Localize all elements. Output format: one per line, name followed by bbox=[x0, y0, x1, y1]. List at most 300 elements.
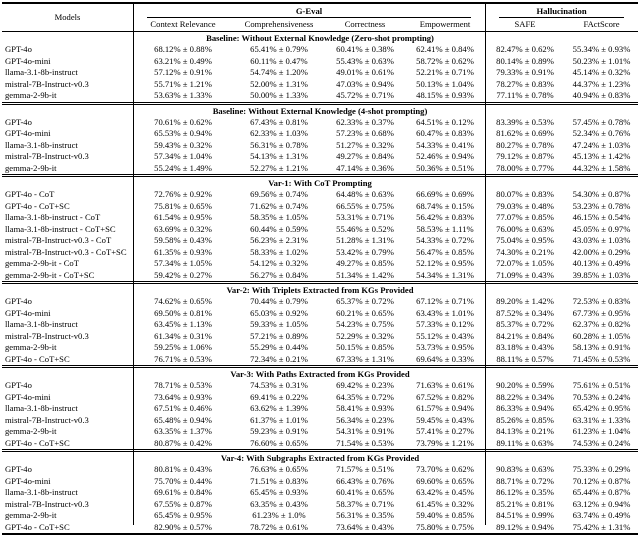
value-cell: 45.14% ± 0.32% bbox=[572, 67, 631, 77]
value-cell: 76.71% ± 0.53% bbox=[154, 353, 212, 364]
model-name-cell: llama-3.1-8b-instruct bbox=[5, 67, 78, 77]
value-cell: 71.57% ± 0.51% bbox=[336, 464, 394, 474]
value-cell: 57.34% ± 1.04% bbox=[154, 151, 212, 161]
table-header bbox=[2, 3, 638, 32]
value-cell: 40.13% ± 0.49% bbox=[572, 258, 631, 268]
table-row bbox=[2, 510, 638, 522]
value-cell: 52.00% ± 1.31% bbox=[250, 78, 308, 89]
table-row bbox=[2, 79, 638, 91]
value-cell: 59.40% ± 0.85% bbox=[416, 510, 474, 520]
value-cell: 55.46% ± 0.52% bbox=[336, 223, 394, 234]
value-cell: 65.48% ± 0.94% bbox=[154, 414, 212, 425]
model-name-cell: GPT-4o bbox=[5, 464, 32, 474]
value-cell: 54.12% ± 0.32% bbox=[250, 258, 308, 268]
value-cell: 51.34% ± 1.42% bbox=[336, 269, 394, 280]
model-name-cell: mistral-7B-Instruct-v0.3 bbox=[5, 414, 89, 425]
value-cell: 71.54% ± 0.53% bbox=[336, 437, 394, 448]
value-cell: 52.34% ± 0.76% bbox=[572, 128, 631, 138]
value-cell: 58.33% ± 1.02% bbox=[250, 246, 308, 257]
value-cell: 57.33% ± 0.12% bbox=[416, 319, 474, 329]
table-row bbox=[2, 128, 638, 140]
value-cell: 70.53% ± 0.24% bbox=[572, 391, 631, 402]
value-cell: 61.35% ± 0.93% bbox=[154, 246, 212, 257]
value-cell: 69.41% ± 0.22% bbox=[250, 391, 308, 402]
value-cell: 60.47% ± 0.83% bbox=[416, 128, 474, 138]
value-cell: 88.71% ± 0.72% bbox=[496, 475, 554, 486]
value-cell: 63.12% ± 0.94% bbox=[572, 498, 631, 509]
model-name-cell: mistral-7B-Instruct-v0.3 - CoT bbox=[5, 235, 112, 245]
model-name-cell: GPT-4o bbox=[5, 44, 32, 54]
value-cell: 78.00% ± 0.77% bbox=[496, 162, 554, 173]
value-cell: 76.63% ± 0.65% bbox=[250, 464, 308, 474]
value-cell: 55.24% ± 1.49% bbox=[154, 162, 212, 173]
value-cell: 63.74% ± 0.49% bbox=[572, 510, 631, 520]
value-cell: 74.53% ± 0.31% bbox=[250, 380, 308, 390]
value-cell: 78.27% ± 0.83% bbox=[496, 78, 554, 89]
model-name-cell: llama-3.1-8b-instruct - CoT+SC bbox=[5, 223, 116, 234]
value-cell: 55.29% ± 0.44% bbox=[250, 342, 308, 352]
value-cell: 84.13% ± 0.21% bbox=[496, 426, 554, 436]
results-table bbox=[2, 2, 638, 535]
model-name-cell: gemma-2-9b-it bbox=[5, 90, 57, 100]
model-name-cell: llama-3.1-8b-instruct bbox=[5, 403, 78, 413]
value-cell: 69.42% ± 0.23% bbox=[336, 380, 394, 390]
model-name-cell: mistral-7B-Instruct-v0.3 bbox=[5, 498, 89, 509]
model-name-cell: gemma-2-9b-it - CoT+SC bbox=[5, 269, 95, 280]
value-cell: 77.07% ± 0.85% bbox=[496, 212, 554, 222]
table-row bbox=[2, 415, 638, 427]
table-row bbox=[2, 331, 638, 343]
value-cell: 61.37% ± 1.01% bbox=[250, 414, 308, 425]
table-row bbox=[2, 308, 638, 320]
value-cell: 68.12% ± 0.88% bbox=[154, 44, 212, 54]
model-name-cell: GPT-4o - CoT bbox=[5, 189, 55, 199]
value-cell: 80.27% ± 0.78% bbox=[496, 139, 554, 150]
column-header-context-relevance: Context Relevance bbox=[133, 18, 233, 32]
value-cell: 84.21% ± 0.84% bbox=[496, 330, 554, 341]
value-cell: 59.45% ± 0.43% bbox=[416, 414, 474, 425]
value-cell: 74.62% ± 0.65% bbox=[154, 296, 212, 306]
model-name-cell: llama-3.1-8b-instruct bbox=[5, 319, 78, 329]
value-cell: 56.23% ± 2.31% bbox=[250, 235, 308, 245]
value-cell: 71.63% ± 0.61% bbox=[416, 380, 474, 390]
value-cell: 66.55% ± 0.75% bbox=[336, 200, 394, 211]
table-row bbox=[2, 117, 638, 129]
table-row bbox=[2, 438, 638, 451]
value-cell: 72.34% ± 0.21% bbox=[250, 353, 308, 364]
value-cell: 73.70% ± 0.62% bbox=[416, 464, 474, 474]
value-cell: 45.13% ± 1.42% bbox=[572, 151, 631, 161]
value-cell: 59.25% ± 1.06% bbox=[154, 342, 212, 352]
section-title: Var-2: With Triplets Extracted from KGs Provided bbox=[2, 283, 638, 297]
value-cell: 55.12% ± 0.43% bbox=[416, 330, 474, 341]
value-cell: 85.21% ± 0.81% bbox=[496, 498, 554, 509]
model-name-cell: GPT-4o bbox=[5, 380, 32, 390]
value-cell: 54.74% ± 1.20% bbox=[250, 67, 308, 77]
value-cell: 60.41% ± 0.65% bbox=[336, 487, 394, 497]
value-cell: 86.33% ± 0.94% bbox=[496, 403, 554, 413]
value-cell: 75.61% ± 0.51% bbox=[572, 380, 631, 390]
value-cell: 63.21% ± 0.49% bbox=[154, 55, 212, 66]
table-row bbox=[2, 476, 638, 488]
value-cell: 63.31% ± 1.33% bbox=[572, 414, 631, 425]
section-title: Var-3: With Paths Extracted from KGs Provided bbox=[2, 367, 638, 381]
value-cell: 53.63% ± 1.33% bbox=[154, 90, 212, 100]
value-cell: 60.21% ± 0.65% bbox=[336, 307, 394, 318]
column-header-correctness: Correctness bbox=[325, 18, 405, 32]
value-cell: 69.64% ± 0.33% bbox=[416, 353, 474, 364]
value-cell: 44.37% ± 1.23% bbox=[572, 78, 631, 89]
value-cell: 56.34% ± 0.23% bbox=[336, 414, 394, 425]
value-cell: 64.51% ± 0.12% bbox=[416, 116, 474, 127]
value-cell: 47.14% ± 0.36% bbox=[336, 162, 394, 173]
section-title: Baseline: Without External Knowledge (Zero-shot prompting) bbox=[206, 33, 434, 43]
value-cell: 85.26% ± 0.85% bbox=[496, 414, 554, 425]
table-row bbox=[2, 499, 638, 511]
geval-group-header: G-Eval bbox=[133, 3, 485, 18]
model-name-cell: mistral-7B-Instruct-v0.3 bbox=[5, 330, 89, 341]
value-cell: 63.43% ± 1.01% bbox=[416, 307, 474, 318]
value-cell: 58.35% ± 1.05% bbox=[250, 212, 308, 222]
value-cell: 53.31% ± 0.71% bbox=[336, 212, 394, 222]
table-row bbox=[2, 224, 638, 236]
value-cell: 88.22% ± 0.34% bbox=[496, 391, 554, 402]
column-header-safe: SAFE bbox=[485, 18, 565, 32]
value-cell: 73.79% ± 1.21% bbox=[416, 437, 474, 448]
value-cell: 49.27% ± 0.84% bbox=[336, 151, 394, 161]
model-name-cell: GPT-4o-mini bbox=[5, 55, 51, 66]
table-row bbox=[2, 403, 638, 415]
value-cell: 53.73% ± 0.95% bbox=[416, 342, 474, 352]
value-cell: 58.13% ± 0.91% bbox=[572, 342, 631, 352]
value-cell: 72.07% ± 1.05% bbox=[496, 258, 554, 268]
section-title: Var-1: With CoT Prompting bbox=[2, 176, 638, 190]
value-cell: 63.35% ± 0.43% bbox=[250, 498, 308, 509]
value-cell: 63.35% ± 1.37% bbox=[154, 426, 212, 436]
value-cell: 50.23% ± 1.01% bbox=[572, 55, 631, 66]
value-cell: 71.45% ± 0.53% bbox=[572, 353, 631, 364]
value-cell: 61.23% ± 1.04% bbox=[572, 426, 631, 436]
value-cell: 74.30% ± 0.21% bbox=[496, 246, 554, 257]
value-cell: 67.73% ± 0.95% bbox=[572, 307, 631, 318]
section-header-row bbox=[2, 103, 638, 117]
table-row bbox=[2, 487, 638, 499]
section-title: Var-4: With Subgraphs Extracted from KGs Provided bbox=[2, 451, 638, 465]
value-cell: 89.11% ± 0.63% bbox=[496, 437, 554, 448]
value-cell: 54.33% ± 0.41% bbox=[416, 139, 474, 150]
value-cell: 54.13% ± 1.31% bbox=[250, 151, 308, 161]
value-cell: 62.41% ± 0.84% bbox=[416, 44, 474, 54]
value-cell: 59.58% ± 0.43% bbox=[154, 235, 212, 245]
value-cell: 90.83% ± 0.63% bbox=[496, 464, 554, 474]
model-name-cell: GPT-4o-mini bbox=[5, 128, 51, 138]
models-column-header: Models bbox=[2, 3, 133, 32]
value-cell: 63.62% ± 1.39% bbox=[250, 403, 308, 413]
value-cell: 54.34% ± 1.31% bbox=[416, 269, 474, 280]
value-cell: 81.62% ± 0.69% bbox=[496, 128, 554, 138]
value-cell: 48.15% ± 0.93% bbox=[416, 90, 474, 100]
table-row bbox=[2, 464, 638, 476]
model-name-cell: gemma-2-9b-it - CoT bbox=[5, 258, 79, 268]
results-table-figure bbox=[0, 2, 640, 532]
model-name-cell: GPT-4o bbox=[5, 296, 32, 306]
value-cell: 54.31% ± 0.91% bbox=[336, 426, 394, 436]
table-row bbox=[2, 212, 638, 224]
value-cell: 67.43% ± 0.81% bbox=[250, 116, 308, 127]
column-divider-models bbox=[133, 4, 134, 525]
value-cell: 75.33% ± 0.29% bbox=[572, 464, 631, 474]
value-cell: 63.69% ± 0.32% bbox=[154, 223, 212, 234]
value-cell: 50.00% ± 1.33% bbox=[250, 90, 308, 100]
value-cell: 57.41% ± 0.27% bbox=[416, 426, 474, 436]
value-cell: 54.33% ± 0.72% bbox=[416, 235, 474, 245]
column-header-empowerment: Empowerment bbox=[405, 18, 485, 32]
value-cell: 60.11% ± 0.47% bbox=[250, 55, 308, 66]
model-name-cell: llama-3.1-8b-instruct bbox=[5, 487, 78, 497]
value-cell: 70.44% ± 0.79% bbox=[250, 296, 308, 306]
model-name-cell: GPT-4o - CoT+SC bbox=[5, 200, 70, 211]
value-cell: 40.94% ± 0.83% bbox=[572, 90, 631, 100]
value-cell: 75.81% ± 0.65% bbox=[154, 200, 212, 211]
model-name-cell: GPT-4o - CoT+SC bbox=[5, 521, 70, 532]
value-cell: 61.23% ± 1.0% bbox=[252, 510, 306, 520]
value-cell: 61.54% ± 0.95% bbox=[154, 212, 212, 222]
table-row bbox=[2, 319, 638, 331]
value-cell: 67.12% ± 0.71% bbox=[416, 296, 474, 306]
value-cell: 67.52% ± 0.82% bbox=[416, 391, 474, 402]
value-cell: 71.62% ± 0.74% bbox=[250, 200, 308, 211]
table-row bbox=[2, 354, 638, 367]
value-cell: 56.42% ± 0.83% bbox=[416, 212, 474, 222]
value-cell: 59.42% ± 0.27% bbox=[154, 269, 212, 280]
value-cell: 66.69% ± 0.69% bbox=[416, 189, 474, 199]
value-cell: 53.23% ± 0.78% bbox=[572, 200, 631, 211]
value-cell: 39.85% ± 1.03% bbox=[572, 269, 631, 280]
column-header-comprehensiveness: Comprehensiveness bbox=[233, 18, 325, 32]
section-header-row bbox=[2, 367, 638, 381]
table-row bbox=[2, 342, 638, 354]
value-cell: 54.30% ± 0.87% bbox=[572, 189, 631, 199]
table-row bbox=[2, 67, 638, 79]
value-cell: 58.41% ± 0.93% bbox=[336, 403, 394, 413]
value-cell: 80.81% ± 0.43% bbox=[154, 464, 212, 474]
value-cell: 62.33% ± 1.03% bbox=[250, 128, 308, 138]
value-cell: 57.23% ± 0.68% bbox=[336, 128, 394, 138]
value-cell: 67.33% ± 1.31% bbox=[336, 353, 394, 364]
table-row bbox=[2, 235, 638, 247]
model-name-cell: GPT-4o - CoT+SC bbox=[5, 437, 70, 448]
value-cell: 53.42% ± 0.79% bbox=[336, 246, 394, 257]
table-row bbox=[2, 522, 638, 535]
value-cell: 57.34% ± 1.05% bbox=[154, 258, 212, 268]
model-name-cell: gemma-2-9b-it bbox=[5, 426, 57, 436]
value-cell: 50.15% ± 0.85% bbox=[336, 342, 394, 352]
value-cell: 59.23% ± 0.91% bbox=[250, 426, 308, 436]
value-cell: 69.61% ± 0.84% bbox=[154, 487, 212, 497]
value-cell: 65.03% ± 0.92% bbox=[250, 307, 308, 318]
value-cell: 56.27% ± 0.84% bbox=[250, 269, 308, 280]
value-cell: 75.70% ± 0.44% bbox=[154, 475, 212, 486]
value-cell: 57.21% ± 0.89% bbox=[250, 330, 308, 341]
value-cell: 50.13% ± 1.04% bbox=[416, 78, 474, 89]
value-cell: 67.55% ± 0.87% bbox=[154, 498, 212, 509]
section-header-row bbox=[2, 176, 638, 190]
value-cell: 65.41% ± 0.79% bbox=[250, 44, 308, 54]
value-cell: 79.33% ± 0.91% bbox=[496, 67, 554, 77]
value-cell: 61.57% ± 0.94% bbox=[416, 403, 474, 413]
value-cell: 63.42% ± 0.45% bbox=[416, 487, 474, 497]
value-cell: 60.28% ± 1.05% bbox=[572, 330, 631, 341]
value-cell: 73.64% ± 0.93% bbox=[154, 391, 212, 402]
value-cell: 80.07% ± 0.83% bbox=[496, 189, 554, 199]
value-cell: 69.50% ± 0.81% bbox=[154, 307, 212, 318]
hallucination-group-header: Hallucination bbox=[485, 3, 638, 18]
value-cell: 82.47% ± 0.62% bbox=[496, 44, 554, 54]
value-cell: 86.12% ± 0.35% bbox=[496, 487, 554, 497]
value-cell: 43.03% ± 1.03% bbox=[572, 235, 631, 245]
model-name-cell: GPT-4o - CoT+SC bbox=[5, 353, 70, 364]
value-cell: 75.42% ± 1.31% bbox=[572, 521, 631, 532]
value-cell: 55.43% ± 0.63% bbox=[336, 55, 394, 66]
value-cell: 71.09% ± 0.43% bbox=[496, 269, 554, 280]
model-name-cell: gemma-2-9b-it bbox=[5, 342, 57, 352]
table-body bbox=[2, 32, 638, 535]
table-row bbox=[2, 163, 638, 176]
value-cell: 80.14% ± 0.89% bbox=[496, 55, 554, 66]
value-cell: 65.37% ± 0.72% bbox=[336, 296, 394, 306]
value-cell: 65.45% ± 0.95% bbox=[154, 510, 212, 520]
value-cell: 52.27% ± 1.21% bbox=[250, 162, 308, 173]
column-header-factscore: FActScore bbox=[565, 18, 638, 32]
value-cell: 59.33% ± 1.05% bbox=[250, 319, 308, 329]
group-header-row bbox=[2, 3, 638, 18]
value-cell: 78.71% ± 0.53% bbox=[154, 380, 212, 390]
value-cell: 56.31% ± 0.78% bbox=[250, 139, 308, 150]
value-cell: 65.44% ± 0.87% bbox=[572, 487, 631, 497]
value-cell: 55.34% ± 0.93% bbox=[572, 44, 631, 54]
section-header-row bbox=[2, 283, 638, 297]
model-name-cell: gemma-2-9b-it bbox=[5, 510, 57, 520]
value-cell: 42.00% ± 0.29% bbox=[572, 246, 631, 257]
value-cell: 51.27% ± 0.32% bbox=[336, 139, 394, 150]
value-cell: 61.45% ± 0.32% bbox=[416, 498, 474, 509]
table-row bbox=[2, 189, 638, 201]
value-cell: 55.71% ± 1.21% bbox=[154, 78, 212, 89]
value-cell: 89.20% ± 1.42% bbox=[496, 296, 554, 306]
value-cell: 79.12% ± 0.87% bbox=[496, 151, 554, 161]
table-row bbox=[2, 44, 638, 56]
value-cell: 50.36% ± 0.51% bbox=[416, 162, 474, 173]
value-cell: 67.51% ± 0.46% bbox=[154, 403, 212, 413]
value-cell: 57.45% ± 0.78% bbox=[572, 116, 631, 127]
value-cell: 47.03% ± 0.94% bbox=[336, 78, 394, 89]
value-cell: 75.04% ± 0.95% bbox=[496, 235, 554, 245]
value-cell: 66.43% ± 0.76% bbox=[336, 475, 394, 486]
value-cell: 71.51% ± 0.83% bbox=[250, 475, 308, 486]
value-cell: 52.46% ± 0.94% bbox=[416, 151, 474, 161]
value-cell: 77.11% ± 0.78% bbox=[496, 90, 554, 100]
value-cell: 52.29% ± 0.32% bbox=[336, 330, 394, 341]
value-cell: 57.12% ± 0.91% bbox=[154, 67, 212, 77]
table-row bbox=[2, 296, 638, 308]
value-cell: 65.53% ± 0.94% bbox=[154, 128, 212, 138]
value-cell: 63.45% ± 1.13% bbox=[154, 319, 212, 329]
model-name-cell: mistral-7B-Instruct-v0.3 bbox=[5, 151, 89, 161]
value-cell: 74.53% ± 0.24% bbox=[572, 437, 631, 448]
value-cell: 49.01% ± 0.61% bbox=[336, 67, 394, 77]
model-name-cell: GPT-4o-mini bbox=[5, 307, 51, 318]
value-cell: 79.03% ± 0.48% bbox=[496, 200, 554, 211]
model-name-cell: GPT-4o-mini bbox=[5, 391, 51, 402]
value-cell: 44.32% ± 1.58% bbox=[572, 162, 631, 173]
value-cell: 45.72% ± 0.71% bbox=[336, 90, 394, 100]
table-row bbox=[2, 151, 638, 163]
value-cell: 75.80% ± 0.75% bbox=[416, 521, 474, 532]
value-cell: 88.11% ± 0.57% bbox=[496, 353, 554, 364]
value-cell: 70.61% ± 0.62% bbox=[154, 116, 212, 127]
value-cell: 84.51% ± 0.99% bbox=[496, 510, 554, 520]
value-cell: 51.28% ± 1.31% bbox=[336, 235, 394, 245]
value-cell: 73.64% ± 0.43% bbox=[336, 521, 394, 532]
value-cell: 52.21% ± 0.71% bbox=[416, 67, 474, 77]
value-cell: 72.76% ± 0.92% bbox=[154, 189, 212, 199]
value-cell: 52.12% ± 0.95% bbox=[416, 258, 474, 268]
value-cell: 59.43% ± 0.32% bbox=[154, 139, 212, 150]
value-cell: 76.60% ± 0.65% bbox=[250, 437, 308, 448]
section-title: Baseline: Without External Knowledge (4-shot prompting) bbox=[2, 103, 638, 117]
column-divider-hallucination bbox=[485, 4, 486, 525]
table-row bbox=[2, 270, 638, 283]
value-cell: 64.35% ± 0.72% bbox=[336, 391, 394, 402]
table-row bbox=[2, 392, 638, 404]
table-row bbox=[2, 247, 638, 259]
table-row bbox=[2, 90, 638, 103]
table-row bbox=[2, 426, 638, 438]
value-cell: 60.44% ± 0.59% bbox=[250, 223, 308, 234]
value-cell: 47.24% ± 1.03% bbox=[572, 139, 631, 150]
table-row bbox=[2, 140, 638, 152]
value-cell: 83.39% ± 0.53% bbox=[496, 116, 554, 127]
value-cell: 58.72% ± 0.62% bbox=[416, 55, 474, 66]
value-cell: 76.00% ± 0.63% bbox=[496, 223, 554, 234]
table-row bbox=[2, 201, 638, 213]
value-cell: 72.53% ± 0.83% bbox=[572, 296, 631, 306]
value-cell: 49.27% ± 0.85% bbox=[336, 258, 394, 268]
value-cell: 87.52% ± 0.34% bbox=[496, 307, 554, 318]
model-name-cell: llama-3.1-8b-instruct - CoT bbox=[5, 212, 101, 222]
value-cell: 56.47% ± 0.85% bbox=[416, 246, 474, 257]
model-name-cell: mistral-7B-Instruct-v0.3 bbox=[5, 78, 89, 89]
value-cell: 69.60% ± 0.65% bbox=[416, 475, 474, 486]
value-cell: 65.42% ± 0.95% bbox=[572, 403, 631, 413]
value-cell: 56.31% ± 0.35% bbox=[336, 510, 394, 520]
value-cell: 58.37% ± 0.71% bbox=[336, 498, 394, 509]
value-cell: 85.37% ± 0.72% bbox=[496, 319, 554, 329]
section-header-row bbox=[2, 32, 638, 45]
value-cell: 80.87% ± 0.42% bbox=[154, 437, 212, 448]
value-cell: 58.53% ± 1.11% bbox=[416, 223, 474, 234]
value-cell: 78.72% ± 0.61% bbox=[250, 521, 308, 532]
value-cell: 70.12% ± 0.87% bbox=[572, 475, 631, 486]
value-cell: 65.45% ± 0.93% bbox=[250, 487, 308, 497]
value-cell: 89.12% ± 0.94% bbox=[496, 521, 554, 532]
value-cell: 46.15% ± 0.54% bbox=[572, 212, 631, 222]
value-cell: 62.33% ± 0.37% bbox=[336, 116, 394, 127]
section-header-row bbox=[2, 451, 638, 465]
table-row bbox=[2, 380, 638, 392]
value-cell: 90.20% ± 0.59% bbox=[496, 380, 554, 390]
value-cell: 60.41% ± 0.38% bbox=[336, 44, 394, 54]
